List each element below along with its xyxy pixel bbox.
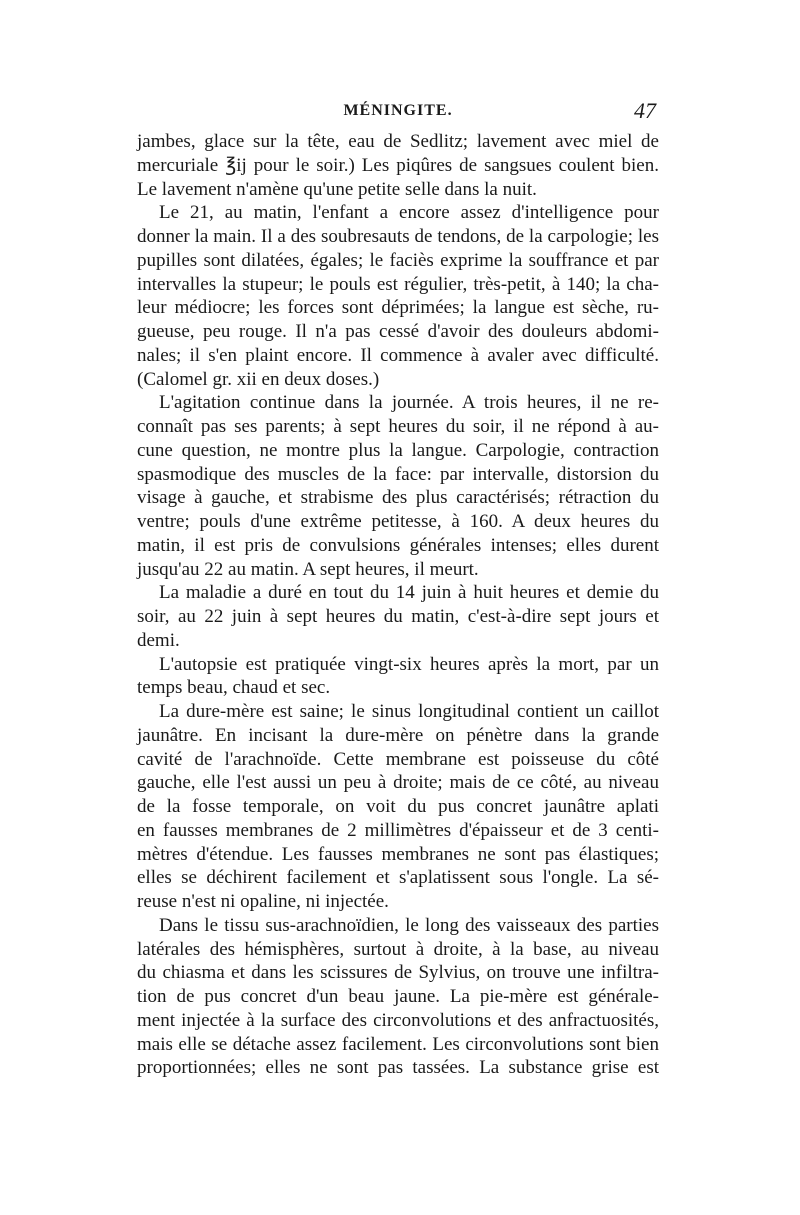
text-line: temps beau, chaud et sec. [137,677,331,699]
text-line: Le lavement n'amène qu'une petite selle dans la nuit. [137,178,537,200]
text-line: elles se déchirent facilement et s'aplatissent sous l'ongle. La sé- [137,867,659,889]
text-line: ventre; pouls d'une extrême petitesse, à 160. A deux heures du [137,511,659,532]
text-line: donner la main. Il a des soubresauts de tendons, de la carpologie; les [137,226,659,247]
text-line: gauche, elle l'est aussi un peu à droite; mais de ce côté, au niveau [137,772,659,794]
text-line: tion de pus concret d'un beau jaune. La pie-mère est générale- [137,986,659,1007]
text-line: soir, au 22 juin à sept heures du matin, c'est-à-dire sept jours et [137,606,659,627]
text-line: du chiasma et dans les scissures de Sylvius, on trouve une infiltra- [137,962,659,984]
text-line: en fausses membranes de 2 millimètres d'épaisseur et de 3 centi- [137,819,659,841]
text-line: Dans le tissu sus-arachnoïdien, le long des vaisseaux des parties [159,914,659,936]
text-line: latérales des hémisphères, surtout à droite, à la base, au niveau [137,938,659,960]
text-line: ment injectée à la surface des circonvolutions et des anfractuosités, [137,1009,659,1031]
text-line: visage à gauche, et strabisme des plus caractérisés; rétraction du [137,487,659,509]
text-line: demi. [137,629,180,651]
text-line: jusqu'au 22 au matin. A sept heures, il meurt. [137,558,479,580]
text-line: Le 21, au matin, l'enfant a encore assez d'intelligence pour [159,202,659,224]
text-line: L'autopsie est pratiquée vingt-six heures après la mort, par un [159,653,659,675]
text-line: reuse n'est ni opaline, ni injectée. [137,891,389,912]
page-number: 47 [634,98,656,123]
text-line: matin, il est pris de convulsions générales intenses; elles durent [137,534,659,556]
text-line: jambes, glace sur la tête, eau de Sedlitz; lavement avec miel de [137,131,659,152]
text-line: proportionnées; elles ne sont pas tassées. La substance grise est [137,1057,659,1079]
text-line: intervalles la stupeur; le pouls est régulier, très-petit, à 140; la cha- [137,273,659,295]
text-line: leur médiocre; les forces sont déprimées; la langue est sèche, ru- [137,297,659,319]
text-line: cune question, ne montre plus la langue. Carpologie, contraction [137,439,659,461]
text-line: mètres d'étendue. Les fausses membranes ne sont pas élastiques; [137,843,659,865]
running-head: MÉNINGITE. [343,102,453,119]
text-line: cavité de l'arachnoïde. Cette membrane est poisseuse du côté [137,748,659,770]
text-line: (Calomel gr. xii en deux doses.) [137,368,380,390]
text-line: mais elle se détache assez facilement. Les circonvolutions sont bien [137,1033,659,1055]
page-header [140,100,656,128]
text-line: L'agitation continue dans la journée. A trois heures, il ne re- [159,392,659,414]
text-line: gueuse, peu rouge. Il n'a pas cessé d'avoir des douleurs abdomi- [137,321,659,342]
text-line: pupilles sont dilatées, égales; le faciès exprime la souffrance et par [137,249,659,271]
text-line: de la fosse temporale, on voit du pus concret jaunâtre aplati [137,796,659,817]
text-line: La dure-mère est saine; le sinus longitudinal contient un caillot [159,701,659,722]
text-line: mercuriale ℥ij pour le soir.) Les piqûres de sangsues coulent bien. [137,154,659,176]
body-text [137,130,659,1080]
text-line: nales; il s'en plaint encore. Il commence à avaler avec difficulté. [137,344,659,366]
text-line: La maladie a duré en tout du 14 juin à huit heures et demie du [159,582,659,604]
text-line: connaît pas ses parents; à sept heures du soir, il ne répond à au- [137,416,659,437]
text-line: spasmodique des muscles de la face: par intervalle, distorsion du [137,463,659,485]
text-line: jaunâtre. En incisant la dure-mère on pénètre dans la grande [137,724,659,746]
